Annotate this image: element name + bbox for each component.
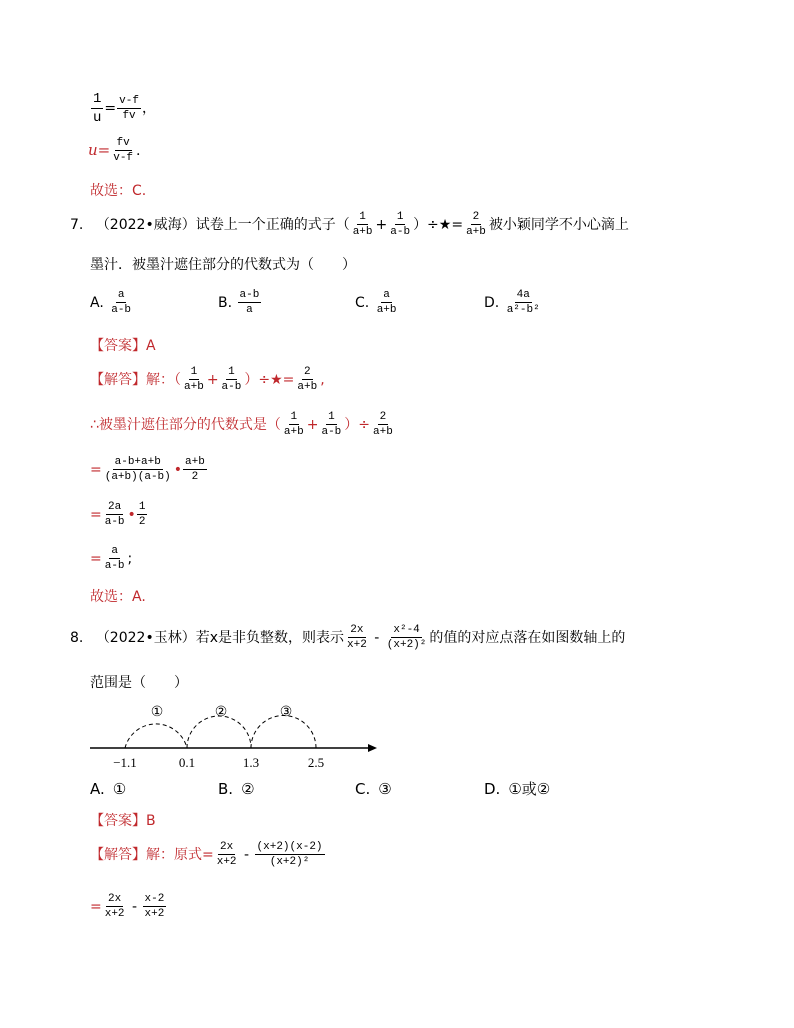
q7-answer: [90, 339, 156, 353]
denominator: x+2: [104, 908, 125, 920]
numerator: 2: [379, 411, 387, 423]
numerator: a: [117, 289, 125, 301]
option-label: B.: [218, 780, 234, 798]
fraction: [103, 457, 173, 483]
tick-label: 2.5: [307, 755, 325, 770]
denominator: a+b: [376, 304, 397, 316]
option-label: A.: [90, 295, 104, 311]
minus: -: [244, 847, 250, 863]
solution-start: 解：原式=: [146, 847, 214, 863]
answer-value: A: [146, 338, 156, 354]
arc-region-3: [251, 716, 316, 749]
region-label-1: ①: [150, 705, 164, 720]
q7-text1: 试卷上一个正确的式子（: [195, 217, 350, 233]
denominator: a+b: [184, 381, 204, 393]
solution-tag: 【解答】: [90, 847, 146, 863]
numerator: 1: [190, 366, 198, 378]
fraction: [295, 367, 319, 393]
numerator: x²-4: [393, 624, 420, 636]
denominator: a: [246, 304, 253, 316]
option-text: ②: [241, 780, 255, 798]
fraction: [109, 290, 133, 316]
fraction: [183, 457, 207, 483]
denominator: (x+2)²: [269, 856, 310, 868]
q7-line1: [70, 212, 629, 238]
denominator: a+b: [373, 426, 393, 438]
equals: =: [90, 462, 102, 478]
fraction: [505, 290, 542, 316]
minus: -: [374, 630, 380, 646]
numerator: a-b+a+b: [114, 456, 161, 468]
denominator: a-b: [104, 560, 125, 572]
q8-sol-line2: [90, 894, 167, 920]
numerator: (x+2)(x-2): [256, 841, 323, 853]
numerator: 2: [303, 366, 311, 378]
choose-c: 故选：C.: [90, 183, 147, 199]
denominator: a-b: [111, 304, 132, 316]
fraction: [319, 412, 343, 438]
option-text: ①: [112, 780, 127, 798]
solution-mid: ）÷: [344, 417, 371, 433]
arc-region-2: [187, 716, 251, 748]
punct: ;: [127, 551, 133, 567]
fraction: [103, 894, 127, 920]
numerator: 1: [396, 211, 404, 223]
tick-label: 0.1: [178, 755, 196, 770]
times-dot: •: [173, 462, 183, 478]
plus: +: [206, 372, 219, 388]
fraction: [238, 290, 262, 316]
punct: .: [136, 143, 141, 159]
plus: +: [306, 417, 319, 433]
fraction: [282, 412, 306, 438]
q7-option-b: [218, 290, 262, 316]
q7-choose: 故选：A.: [90, 589, 146, 605]
q8-answer: [90, 814, 156, 828]
numerator: 2x: [108, 893, 122, 905]
axis-arrow-icon: [368, 744, 377, 752]
denominator: (a+b)(a-b): [104, 471, 171, 483]
u-equals: u=: [88, 141, 111, 159]
numerator: 2: [472, 211, 480, 223]
equals: =: [104, 100, 117, 117]
denominator: a+b: [297, 381, 318, 393]
q8-option-c: [355, 782, 392, 797]
q8-line1: [70, 625, 625, 651]
q7-option-a: [90, 290, 134, 316]
fraction: [111, 138, 135, 164]
numerator: a: [111, 545, 118, 557]
numerator: 1: [290, 411, 298, 423]
denominator: x+2: [216, 856, 237, 868]
q7-option-c: [355, 290, 400, 316]
equals: =: [90, 899, 102, 915]
times-dot: •: [127, 507, 136, 523]
option-label: C.: [355, 780, 371, 798]
numerator: a-b: [239, 289, 260, 301]
equals: =: [90, 551, 102, 567]
equals: =: [90, 507, 102, 523]
option-label: C.: [355, 295, 370, 311]
fraction: [385, 625, 429, 651]
denominator: a-b: [321, 426, 342, 438]
fraction: [103, 546, 127, 572]
denominator: a-b: [390, 226, 411, 238]
plus: +: [375, 217, 388, 233]
denominator: a²-b²: [506, 304, 540, 316]
region-label-2: ②: [214, 705, 228, 720]
solution-tag: 【解答】: [90, 372, 146, 388]
q8-sol-line1: [90, 842, 326, 868]
answer-tag: 【答案】: [90, 338, 146, 354]
fraction: [371, 412, 395, 438]
q7-sol-line4: [90, 502, 148, 528]
punct: ,: [320, 372, 325, 388]
fraction: [137, 502, 148, 528]
fraction: [220, 367, 244, 393]
q8-option-a: [90, 782, 126, 797]
tick-label: 1.3: [242, 755, 260, 770]
numerator: 2x: [350, 624, 364, 636]
q8-text2: 的值的对应点落在如图数轴上的: [429, 630, 626, 646]
punct: ，: [141, 100, 156, 117]
denominator: 2: [138, 516, 146, 528]
answer-tag: 【答案】: [90, 813, 146, 829]
q7-sol-line2: [90, 412, 396, 438]
numerator: 1: [93, 91, 102, 107]
numerator: v-f: [119, 94, 139, 107]
fraction: [351, 212, 375, 238]
numerator: 1: [228, 366, 235, 378]
q7-line2: 墨汁．被墨汁遮住部分的代数式为（ ）: [90, 257, 356, 273]
arc-region-1: [125, 724, 187, 748]
option-label: A.: [90, 780, 105, 798]
solution-mid: ）÷★=: [244, 372, 295, 388]
denominator: a+b: [466, 226, 486, 238]
q8-option-d: [484, 782, 550, 797]
fraction: [103, 502, 127, 528]
solution-text: ∴被墨汁遮住部分的代数式是（: [90, 417, 281, 433]
denominator: u: [93, 110, 102, 126]
number-line: [85, 698, 385, 774]
region-label-3: ③: [279, 705, 293, 720]
q7-option-d: [484, 290, 543, 316]
denominator: a-b: [104, 516, 125, 528]
q7-source: （2022•威海）: [95, 217, 196, 233]
option-text: ③: [378, 780, 392, 798]
numerator: a+b: [185, 456, 205, 468]
denominator: a+b: [283, 426, 304, 438]
fraction: [388, 212, 412, 238]
q7-sol-line1: [90, 367, 325, 393]
denominator: a+b: [352, 226, 373, 238]
answer-value: B: [146, 813, 156, 829]
q7-sol-line3: [90, 457, 208, 483]
numerator: 1: [328, 411, 335, 423]
q7-text3: 被小颖同学不小心滴上: [488, 217, 629, 233]
fraction: [143, 894, 167, 920]
minus: -: [132, 899, 138, 915]
numerator: 1: [359, 211, 366, 223]
q8-text1: 若x是非负整数，则表示: [195, 630, 344, 646]
q7-sol-line5: [90, 546, 132, 572]
q8-line2: 范围是（ ）: [90, 675, 188, 691]
q7-number: 7.: [70, 217, 84, 233]
tick-label: −1.1: [113, 755, 137, 770]
option-label: D.: [484, 295, 500, 311]
q8-option-b: [218, 782, 255, 797]
fraction: [255, 842, 325, 868]
denominator: a-b: [221, 381, 242, 393]
q7-text2: ）÷★=: [413, 217, 464, 233]
option-label: B.: [218, 295, 233, 311]
fraction: [215, 842, 239, 868]
denominator: x+2: [347, 639, 367, 651]
denominator: fv: [122, 109, 136, 122]
numerator: x-2: [144, 893, 165, 905]
option-text: ①或②: [508, 780, 551, 798]
fraction: [345, 625, 369, 651]
fraction: [91, 92, 103, 125]
fraction: [182, 367, 206, 393]
q8-source: （2022•玉林）: [95, 630, 196, 646]
fraction: [375, 290, 399, 316]
eq-1-over-u: [90, 92, 156, 125]
numerator: a: [383, 289, 390, 301]
numerator: 2a: [108, 501, 122, 513]
denominator: v-f: [113, 152, 134, 164]
numerator: 4a: [516, 289, 530, 301]
denominator: 2: [191, 471, 199, 483]
fraction: [117, 96, 141, 122]
q8-number: 8.: [70, 630, 84, 646]
eq-u-result: [88, 138, 141, 164]
numerator: 2x: [220, 841, 234, 853]
solution-start: 解：（: [146, 372, 181, 388]
numerator: 1: [138, 501, 146, 513]
numerator: fv: [116, 137, 130, 149]
denominator: (x+2)²: [386, 639, 427, 651]
denominator: x+2: [144, 908, 165, 920]
option-label: D.: [484, 780, 501, 798]
fraction: [464, 212, 488, 238]
